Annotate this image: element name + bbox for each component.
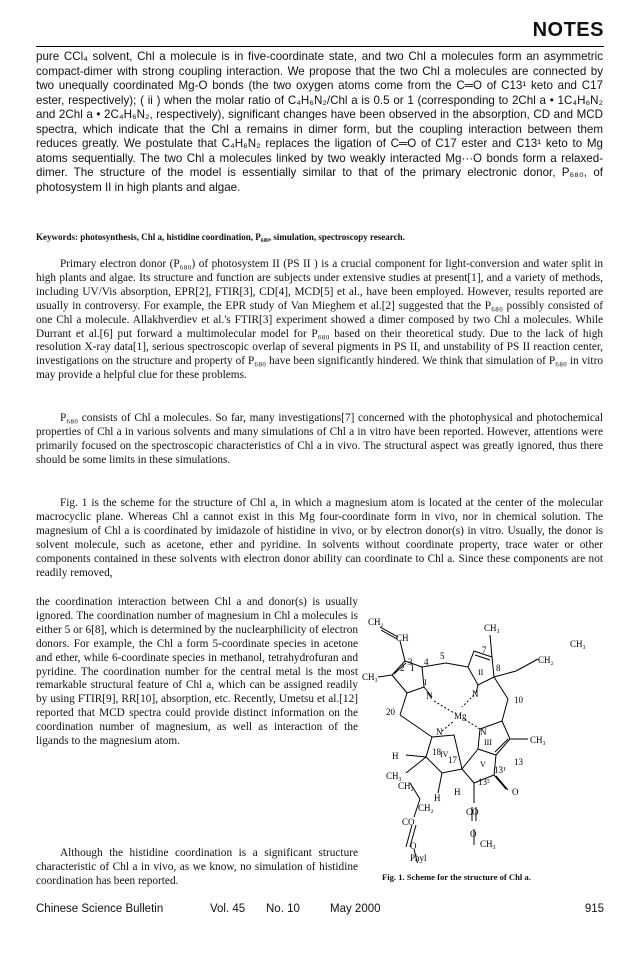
figure-caption: Fig. 1. Scheme for the structure of Chl a. bbox=[382, 872, 531, 882]
body-paragraph-3: Fig. 1 is the scheme for the structure of Chl a, in which a magnesium atom is located at the center of the molecular macrocyclic plane. Whereas Chl a cannot exist in this Mg four-coordinate form in vivo, nor in chemical solution. The magnesium of Chl a is coordinated by imidazole of histidine in vivo, or by electron donor(s) in vitro. Usually, the donor is solvent molecule, such as acetone, ether and pyridine. In solvents without coordinate property, trace water or other components contained in these solvents with electron donor ability can coordinate to Chl a. Since these components are not readily removed, bbox=[36, 497, 603, 579]
fig-ring-i: I bbox=[424, 678, 427, 687]
body-paragraph-4: the coordination interaction between Chl a and donor(s) is usually ignored. The coordination number of magnesium in Chl a molecules is either 5 or 6[8], which is determined by the nuclearphilicity of electron donors. For example, the Chl a form 5-coordinate species in acetone and ether, while 6-coordinate species in methanol, tetrahydrofuran and pyridine. The coordination number for the central metal is the most remarkable structural feature of Chl a, which can be assigned readily by using FTIR[9], RR[10], absorption, etc. Recently, Umetsu et al.[12] reported that MCD spectra could provide distinct information on the coordination number of magnesium, as well as interaction of the ligands to the magnesium atom. bbox=[36, 596, 358, 748]
fig-pos-18: 18 bbox=[432, 747, 441, 757]
fig-h-132: H bbox=[454, 787, 461, 797]
fig-pos-4: 4 bbox=[424, 657, 429, 667]
fig-pos-20: 20 bbox=[386, 707, 395, 717]
fig-o-131: O bbox=[512, 787, 519, 797]
fig-ring-iv: IV bbox=[440, 750, 449, 759]
fig-label-ch2-ethyl: CH₂ bbox=[538, 655, 554, 665]
fig-pos-5: 5 bbox=[440, 651, 445, 661]
fig-pos-3: 3 bbox=[408, 657, 413, 667]
fig-ring-v: V bbox=[480, 760, 486, 769]
fig-label-ch3-ethyl: CH₃ bbox=[570, 639, 586, 649]
footer-number: No. 10 bbox=[266, 903, 300, 915]
fig-h-18: H bbox=[392, 751, 399, 761]
fig-n-3: N bbox=[480, 727, 487, 737]
fig-ch2-17b: CH₂ bbox=[418, 803, 434, 813]
header-rule bbox=[36, 46, 604, 47]
fig-label-ch3-7: CH₃ bbox=[484, 623, 500, 633]
fig-label-ch-vinyl: CH bbox=[396, 633, 409, 643]
fig-pos-2: 2 bbox=[400, 663, 405, 673]
footer-date: May 2000 bbox=[330, 903, 381, 915]
fig-h-17: H bbox=[434, 793, 441, 803]
footer-journal: Chinese Science Bulletin bbox=[36, 903, 164, 915]
fig-n-1: N bbox=[426, 691, 433, 701]
body-paragraph-5: Although the histidine coordination is a significant structure characteristic of Chl a in vivo, as we know, no simulation of histidine coordination has been reported. bbox=[36, 847, 358, 887]
fig-ch3-ester: CH₃ bbox=[480, 839, 496, 849]
footer-page-number: 915 bbox=[584, 903, 604, 915]
fig-pos-13-2: 13² bbox=[478, 777, 490, 787]
fig-n-2: N bbox=[472, 689, 479, 699]
fig-pos-1: 1 bbox=[410, 663, 415, 673]
fig-ring-ii: II bbox=[478, 668, 484, 677]
chl-a-structure-diagram bbox=[362, 603, 604, 863]
footer-volume: Vol. 45 bbox=[210, 903, 246, 915]
chl-a-structure-figure bbox=[362, 603, 604, 863]
abstract-text: pure CCl₄ solvent, Chl a molecule is in five-coordinate state, and two Chl a molecules form an asymmetric compact-dimer with strong coupling interaction. We propose that the two Chl a molecules are connected by two unequally coordinated Mg-O bonds (the two oxygen atoms come from the C═O of C13¹ keto and C17 ester, respectively); ( ii ) when the molar ratio of C₄H₆N₂/Chl a is 0.5 or 1 (corresponding to 2Chl a • 1C₄H₆N₂ and 2Chl a • 2C₄H₆N₂, respectively), significant changes have been observed in the absorption, CD and MCD spectra, which indicate that the Chl a remains in dimer form, but the coupling interaction between them reduces greatly. We postulate that C₄H₆N₂ replaces the ligation of C═O of C17 ester and C13¹ keto to Mg atoms sequentially. The two Chl a molecules linked by two weakly interacted Mg···O bonds form a relaxed-dimer. The structure of the model is essentially similar to that of the primary electronic donor, P₆₈₀, of photosystem II in high plants and algae. bbox=[36, 50, 603, 194]
fig-pos-13-1: 13¹ bbox=[494, 765, 506, 775]
section-header: NOTES bbox=[532, 19, 604, 41]
fig-o-17: O bbox=[410, 841, 417, 851]
fig-pos-10: 10 bbox=[514, 695, 523, 705]
fig-co-17: CO bbox=[402, 817, 415, 827]
fig-pos-17: 17 bbox=[448, 755, 457, 765]
body-paragraph-2: P₆₈₀ consists of Chl a molecules. So far, many investigations[7] concerned with the photophysical and photochemical properties of Chl a in various solvents and many simulations of Chl a in vitro have been reported. However, attentions were primarily focused on the spectroscopic characteristics of Chl a in vivo. The structural aspect was greatly ignored, thus there should be some limits in these simulations. bbox=[36, 412, 603, 466]
fig-label-ch3-12: CH₃ bbox=[530, 735, 546, 745]
fig-pos-13: 13 bbox=[514, 757, 523, 767]
fig-label-ch3-2: CH₃ bbox=[362, 672, 378, 682]
fig-phyl: Phyl bbox=[410, 853, 427, 863]
fig-mg: Mg bbox=[454, 711, 467, 721]
fig-n-4: N bbox=[436, 727, 443, 737]
keywords-line: Keywords: photosynthesis, Chl a, histidine coordination, P₆₈₀, simulation, spectroscopy research. bbox=[36, 232, 405, 242]
fig-pos-7: 7 bbox=[482, 645, 487, 655]
fig-o-132: O bbox=[470, 829, 477, 839]
fig-ch3-18: CH₃ bbox=[386, 771, 402, 781]
fig-label-ch2-vinyl: CH₂ bbox=[368, 617, 384, 627]
fig-pos-8: 8 bbox=[496, 663, 501, 673]
fig-ch2-17a: CH₂ bbox=[398, 781, 414, 791]
fig-ring-iii: III bbox=[484, 738, 492, 747]
fig-co-132: CO bbox=[466, 807, 479, 817]
body-paragraph-1: Primary electron donor (P₆₈₀) of photosystem II (PS II ) is a crucial component for light-conversion and water split in high plants and algae. Its structure and function are subjects under extensive studies at present[1], and a variety of methods, including UV/Vis absorption, EPR[2], FTIR[3], CD[4], MCD[5] et al., have been employed. However, results reported are usually in controversy. For example, the EPR study of Van Mieghem et al.[2] suggested that the P₆₈₀ possibly consisted of one Chl a molecule. Allakhverdiev et al.'s FTIR[3] experiment showed a dimer composed by two Chl a molecules. While Durrant et al.[6] put forward a multimolecular model for P₆₈₀ based on their theoretical study. Due to the lack of high resolution X-ray data[1], serious spectroscopic overlap of several pigments in PS II, and unstability of PS II reaction center, investigations on the structure and property of P₆₈₀ have been significantly hindered. We think that simulation of P₆₈₀ in vitro may provide a helpful clue for these problems. bbox=[36, 258, 603, 382]
